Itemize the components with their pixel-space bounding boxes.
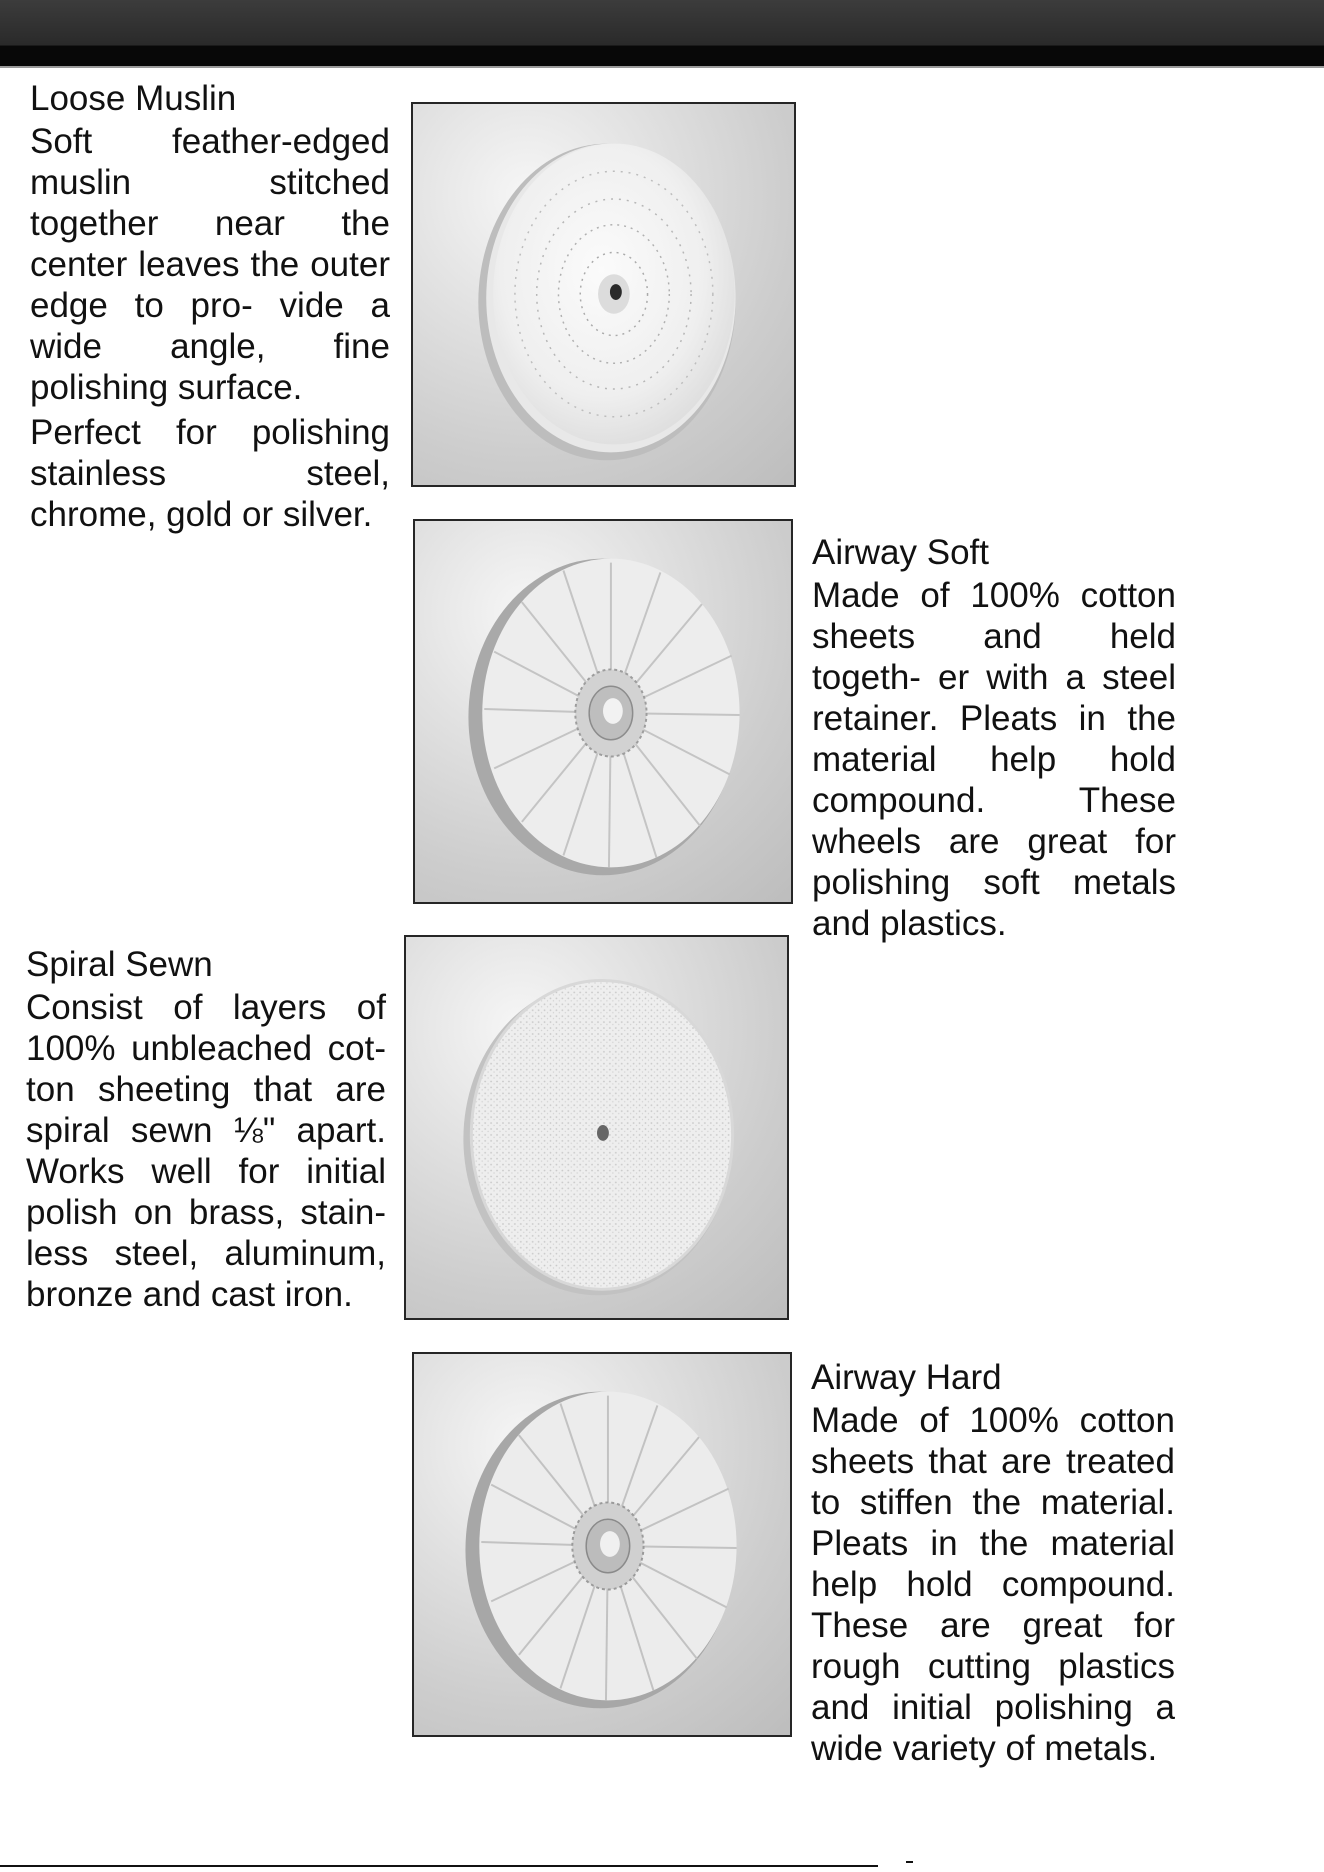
airway-soft-heading: Airway Soft: [812, 533, 989, 572]
spiral-sewn-paragraph: Consist of layers of 100% unbleached cot‑ ton sheeting that are spiral sewn ⅛" apart. Works well for initial polish on brass, stain‑ less steel, aluminum, bronze and cast iron.: [26, 988, 386, 1314]
airway-soft-description: [812, 532, 1176, 944]
spiral-sewn-wheel-image: [406, 937, 787, 1318]
footer-rule: [0, 1865, 878, 1867]
spiral-sewn-heading: Spiral Sewn: [26, 945, 213, 984]
loose-muslin-heading: Loose Muslin: [30, 79, 237, 118]
airway-hard-heading: Airway Hard: [811, 1358, 1002, 1397]
airway-hard-description: [811, 1357, 1175, 1769]
airway-hard-wheel-image: [414, 1354, 790, 1735]
spiral-sewn-description: [26, 944, 386, 1315]
airway-soft-paragraph: Made of 100% cotton sheets and held togeth‑ er with a steel retainer. Pleats in the material help hold compound. These wheels are great for polishing soft metals and plastics.: [812, 576, 1176, 943]
spiral-sewn-wheel-photo: [404, 935, 789, 1320]
airway-soft-wheel-image: [415, 521, 791, 902]
page-header-bar: [0, 0, 1324, 66]
loose-muslin-description: [30, 78, 390, 535]
footer-mark: [906, 1861, 913, 1863]
loose-muslin-wheel-image: [413, 104, 794, 485]
loose-muslin-paragraph-1: Soft feather-edged muslin stitched together near the center leaves the outer edge to pro‑ vide a wide angle, fine polishing surface.: [30, 122, 390, 407]
airway-hard-wheel-photo: [412, 1352, 792, 1737]
airway-hard-paragraph: Made of 100% cotton sheets that are treated to stiffen the material. Pleats in the material help hold compound. These are great for rough cutting plastics and initial polishing a wide variety of metals.: [811, 1401, 1175, 1768]
airway-soft-wheel-photo: [413, 519, 793, 904]
loose-muslin-paragraph-2: Perfect for polishing stainless steel, chrome, gold or silver.: [30, 413, 390, 534]
loose-muslin-wheel-photo: [411, 102, 796, 487]
